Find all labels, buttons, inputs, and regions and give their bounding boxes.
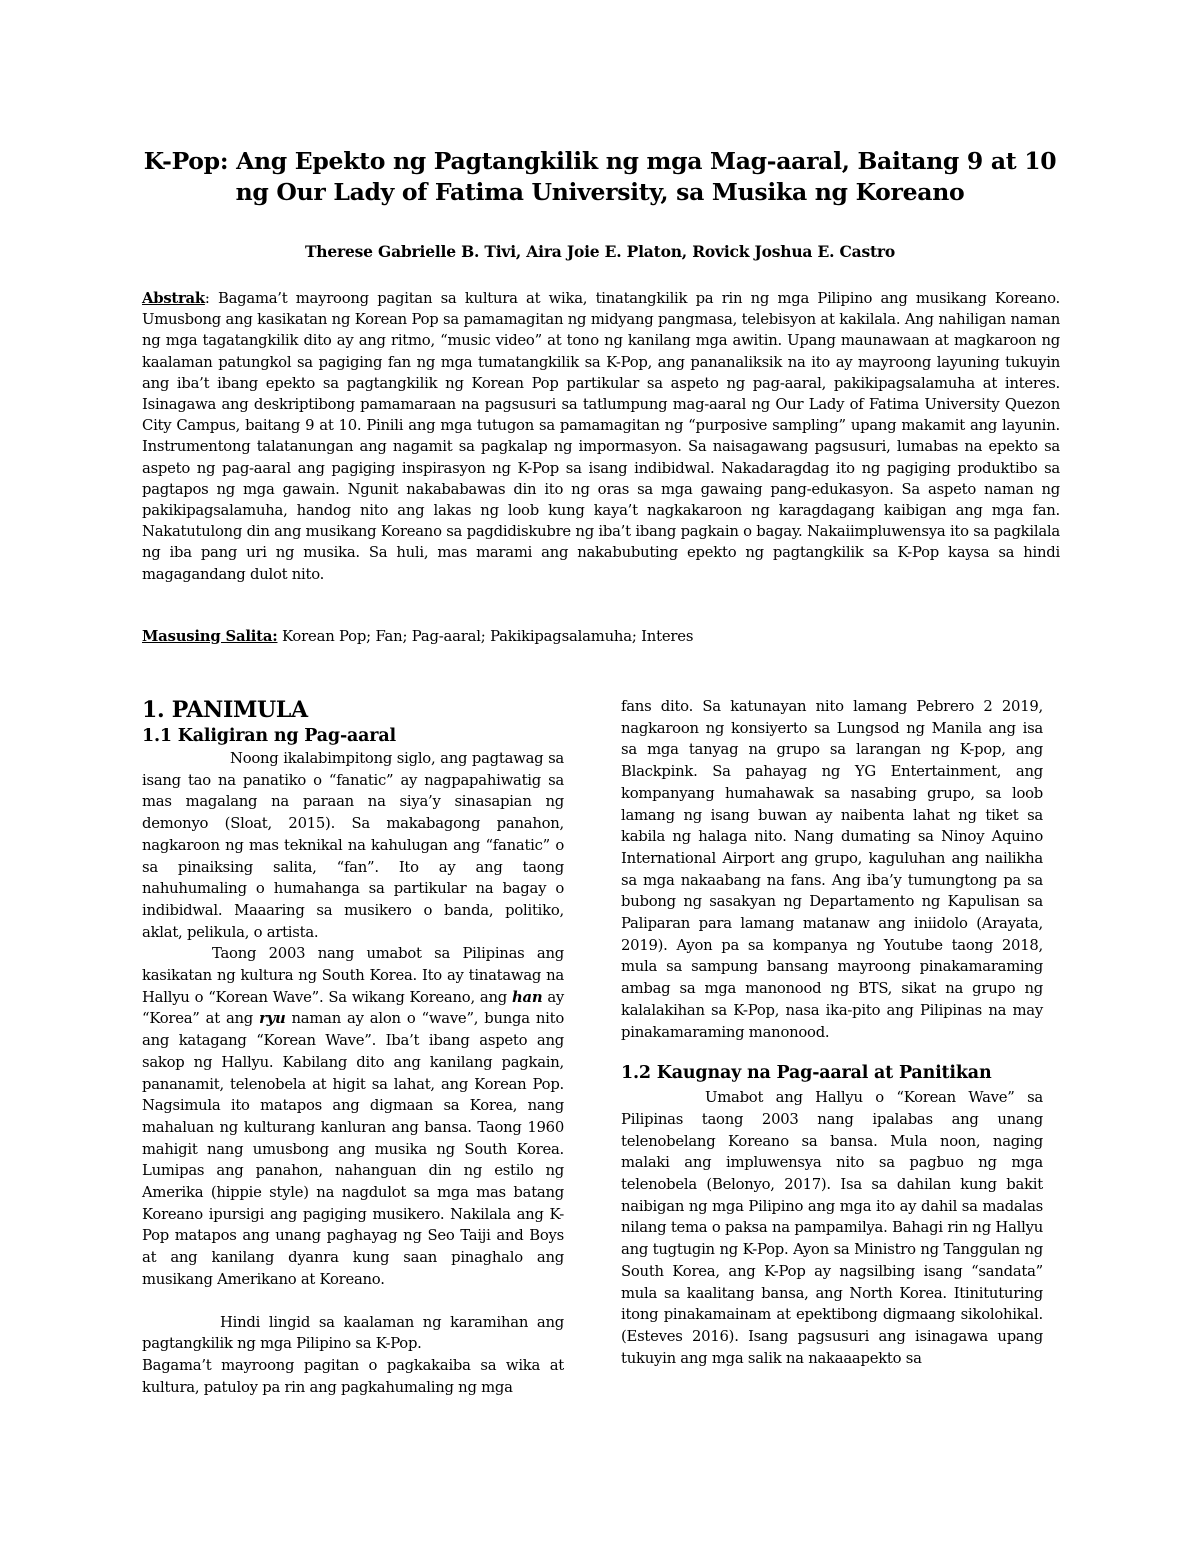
paragraph: Umabot ang Hallyu o “Korean Wave” sa Pilipinas taong 2003 nang ipalabas ang unang telenobelang Koreano sa bansa. Mula noon, naging malaki ang impluwensya nito sa pagbuo ng mga telenobela (Belonyo, 2017). Isa sa dahilan kung bakit naibigan ng mga Pilipino ang mga ito ay dahil sa madalas nilang tema o paksa na pampamilya. Bahagi rin ng Hallyu ang tugtugin ng K-Pop. Ayon sa Ministro ng Tanggulan ng South Korea, ang K-Pop ay nagsilbing isang “sandata” mula sa kaalitang bansa, ang North Korea. Itinituturing itong pinakamainam at epektibong digmaang sikolohikal. (Esteves 2016). Isang pagsusuri ang isinagawa upang tukuyin ang mga salik na nakaaapekto sa: [621, 1089, 1043, 1367]
keywords-label: Masusing Salita:: [142, 628, 278, 645]
abstract-text: : Bagama’t mayroong pagitan sa kultura at wika, tinatangkilik pa rin ng mga Pilipino ang musikang Koreano. Umusbong ang kasikatan ng Korean Pop sa pamamagitan ng midyang pangmasa, telebisyon at kakilala. Ang nahiligan naman ng mga tagatangkilik dito ay ang ritmo, “music video” at tono ng kanilang mga awitin. Upang maunawaan at magkaroon ng kaalaman patungkol sa pagiging fan ng mga tumatangkilik sa K-Pop, ang pananaliksik na ito ay mayroong layuning tukuyin ang iba’t ibang epekto sa pagtangkilik ng Korean Pop partikular sa aspeto ng pag-aaral, pakikipagsalamuha at interes. Isinagawa ang deskriptibong pamamaraan na pagsusuri sa tatlumpung mag-aaral ng Our Lady of Fatima University Quezon City Campus, baitang 9 at 10. Pinili ang mga tutugon sa pamamagitan ng “purposive sampling” upang makamit ang layunin. Instrumentong talatanungan ang nagamit sa pagkalap ng impormasyon. Sa naisagawang pagsusuri, lumabas na epekto sa aspeto ng pag-aaral ang pagiging inspirasyon ng K-Pop sa isang indibidwal. Nakadaragdag ito ng pagiging produktibo sa pagtapos ng mga gawain. Ngunit nakababawas din ito ng oras sa mga gawaing pang-edukasyon. Sa aspeto naman ng pakikipagsalamuha, handog nito ang lakas ng loob kung kaya’t nagkakaroon ng karagdagang kaibigan ang mga fan. Nakatutulong din ang musikang Koreano sa pagdidiskubre ng iba’t ibang pagkain o bagay. Nakaiimpluwensya ito sa pagkilala ng iba pang uri ng musika. Sa huli, mas marami ang nakabubuting epekto ng pagtangkilik sa K-Pop kaysa sa hindi magagandang dulot nito.: [142, 290, 1060, 583]
paper-title: [110, 146, 1090, 208]
section-heading-panimula: 1. PANIMULA: [142, 697, 308, 723]
term-han: han: [511, 988, 543, 1006]
subsection-heading-kaugnay: 1.2 Kaugnay na Pag-aaral at Panitikan: [621, 1063, 992, 1084]
keywords: [142, 626, 1060, 647]
abstract-label: Abstrak: [142, 290, 205, 307]
left-column: [142, 696, 564, 1398]
abstract: [142, 288, 1060, 585]
paragraph: fans dito. Sa katunayan nito lamang Pebrero 2 2019, nagkaroon ng konsiyerto sa Lungsod ng Manila ang isa sa mga tanyag na grupo sa larangan ng K-pop, ang Blackpink. Sa pahayag ng YG Entertainment, ang kompanyang humahawak sa nasabing grupo, sa loob lamang ng isang buwan ay naibenta lahat ng tiket sa kabila ng halaga nito. Nang dumating sa Ninoy Aquino International Airport ang grupo, kaguluhan ang nailikha sa mga nakaabang na fans. Ang iba’y tumungtong pa sa bubong ng sasakyan ng Departamento ng Kapulisan sa Paliparan para lamang matanaw ang iniidolo (Arayata, 2019). Ayon pa sa kompanya ng Youtube taong 2018, mula sa sampung bansang mayroong pinakamaraming ambag sa mga manonood ng BTS, sikat na grupo ng kalalakihan sa K-Pop, nasa ika-pito ang Pilipinas na may pinakamaraming manonood.: [621, 698, 1043, 1041]
author-list: Therese Gabrielle B. Tivi, Aira Joie E. Platon, Rovick Joshua E. Castro: [304, 242, 896, 261]
right-column: [621, 696, 1043, 1369]
paragraph: Bagama’t mayroong pagitan o pagkakaiba sa wika at kultura, patuloy pa rin ang pagkahumaling ng mga: [142, 1356, 564, 1396]
paragraph: Hindi lingid sa kaalaman ng karamihan ang pagtangkilik ng mga Pilipino sa K-Pop.: [142, 1313, 564, 1353]
paragraph: Noong ikalabimpitong siglo, ang pagtawag sa isang tao na panatiko o “fanatic” ay nagpapahiwatig sa mas magalang na paraan na siya’y sinasapian ng demonyo (Sloat, 2015). Sa makabagong panahon, nagkaroon ng mas teknikal na kahulugan ang “fanatic” o sa pinaiksing salita, “fan”. Ito ay ang taong nahuhumaling o humahanga sa partikular na bagay o indibidwal. Maaaring sa musikero o banda, politiko, aklat, pelikula, o artista.: [142, 750, 564, 941]
term-ryu: ryu: [259, 1010, 286, 1028]
paragraph-text: ay “Korea” at ang: [142, 988, 565, 1028]
paragraph-text: naman ay alon o “wave”, bunga nito ang katagang “Korean Wave”. Iba’t ibang aspeto ang sakop ng Hallyu. Kabilang dito ang kanilang pagkain, pananamit, telenobela at higit sa lahat, ang Korean Pop. Nagsimula ito matapos ang digmaan sa Korea, nang mahaluan ng kulturang kanluran ang bansa. Taong 1960 mahigit nang umusbong ang musika ng South Korea. Lumipas ang panahon, nahanguan din ng estilo ng Amerika (hippie style) na nagdulot sa mga mas batang Koreano ipursigi ang pagiging musikero. Nakilala ang K-Pop matapos ang unang paghayag ng Seo Taiji and Boys at ang kanilang dyanra kung saan pinaghalo ang musikang Amerikano at Koreano.: [142, 1010, 564, 1288]
paragraph-text: Taong 2003 nang umabot sa Pilipinas ang kasikatan ng kultura ng South Korea. Ito ay tinatawag na Hallyu o “Korean Wave”. Sa wikang Koreano, ang: [142, 945, 564, 1006]
subsection-heading-kaligiran: 1.1 Kaligiran ng Pag-aaral: [142, 726, 396, 746]
title-line-1: K-Pop: Ang Epekto ng Pagtangkilik ng mga Mag-aaral, Baitang 9 at 10: [143, 147, 1057, 175]
title-line-2: ng Our Lady of Fatima University, sa Musika ng Koreano: [235, 178, 965, 206]
paragraph: [142, 943, 564, 1290]
keywords-text: Korean Pop; Fan; Pag-aaral; Pakikipagsalamuha; Interes: [277, 628, 694, 645]
